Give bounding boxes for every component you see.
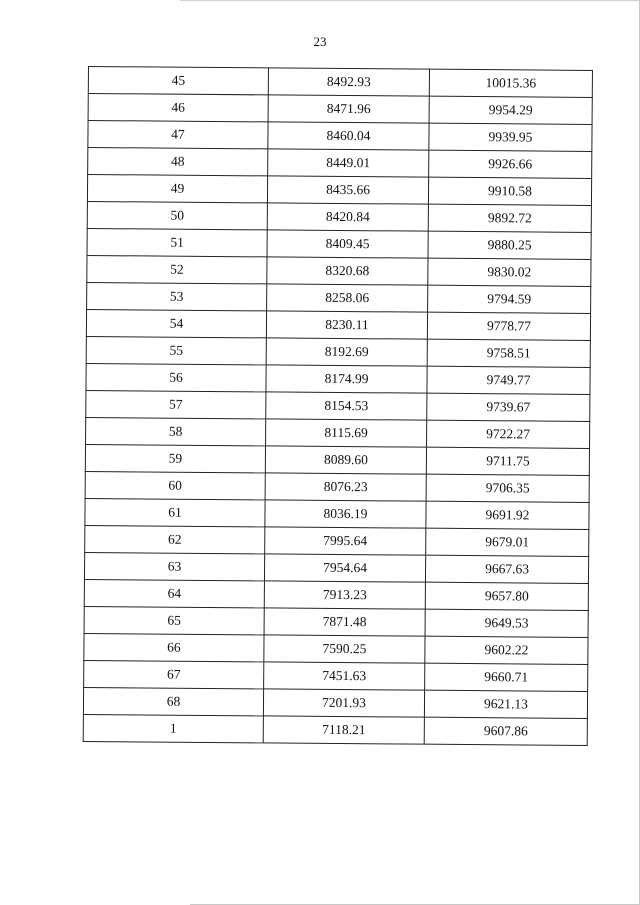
table-row bbox=[85, 525, 589, 556]
row-index-cell: 52 bbox=[87, 255, 267, 283]
table-row bbox=[84, 660, 588, 691]
value-cell-1: 8420.84 bbox=[267, 203, 428, 231]
value-cell-1: 7913.23 bbox=[264, 581, 425, 609]
value-cell-1: 8230.11 bbox=[266, 311, 427, 339]
value-cell-1: 8076.23 bbox=[265, 473, 426, 501]
table-row bbox=[86, 417, 590, 448]
row-index-cell: 61 bbox=[85, 498, 265, 526]
value-cell-2: 9649.53 bbox=[425, 609, 588, 637]
value-cell-2: 9607.86 bbox=[424, 717, 587, 745]
value-cell-2: 10015.36 bbox=[429, 69, 592, 97]
row-index-cell: 1 bbox=[83, 714, 263, 742]
table-row bbox=[83, 714, 587, 745]
value-cell-2: 9926.66 bbox=[429, 150, 592, 178]
page-number: 23 bbox=[313, 34, 327, 49]
value-cell-1: 7995.64 bbox=[265, 527, 426, 555]
value-cell-2: 9778.77 bbox=[427, 312, 590, 340]
table-row bbox=[86, 309, 590, 340]
row-index-cell: 47 bbox=[88, 121, 268, 149]
table-row bbox=[87, 175, 591, 206]
row-index-cell: 54 bbox=[86, 309, 266, 337]
table-body bbox=[83, 67, 592, 746]
table-row bbox=[88, 94, 592, 125]
row-index-cell: 51 bbox=[87, 228, 267, 256]
row-index-cell: 57 bbox=[86, 390, 266, 418]
table-row bbox=[87, 201, 591, 232]
value-cell-2: 9602.22 bbox=[425, 636, 588, 664]
value-cell-2: 9739.67 bbox=[427, 393, 590, 421]
value-cell-1: 7871.48 bbox=[264, 608, 425, 636]
value-cell-2: 9910.58 bbox=[428, 177, 591, 205]
table-row bbox=[85, 498, 589, 529]
row-index-cell: 58 bbox=[86, 417, 266, 445]
row-index-cell: 46 bbox=[88, 94, 268, 122]
row-index-cell: 45 bbox=[88, 67, 268, 95]
row-index-cell: 56 bbox=[86, 363, 266, 391]
table-row bbox=[88, 67, 592, 98]
value-cell-1: 7118.21 bbox=[263, 716, 424, 744]
value-cell-2: 9749.77 bbox=[427, 366, 590, 394]
value-cell-1: 8435.66 bbox=[267, 176, 428, 204]
value-cell-1: 7954.64 bbox=[264, 554, 425, 582]
table-row bbox=[88, 148, 592, 179]
row-index-cell: 68 bbox=[83, 687, 263, 715]
row-index-cell: 49 bbox=[87, 175, 267, 203]
row-index-cell: 48 bbox=[88, 148, 268, 176]
value-cell-1: 7590.25 bbox=[264, 635, 425, 663]
value-cell-1: 7451.63 bbox=[264, 662, 425, 690]
value-cell-1: 8492.93 bbox=[268, 68, 429, 96]
value-cell-2: 9722.27 bbox=[427, 420, 590, 448]
row-index-cell: 53 bbox=[87, 282, 267, 310]
value-cell-2: 9892.72 bbox=[428, 204, 591, 232]
value-cell-1: 8174.99 bbox=[266, 365, 427, 393]
row-index-cell: 66 bbox=[84, 633, 264, 661]
table-row bbox=[87, 255, 591, 286]
row-index-cell: 67 bbox=[84, 660, 264, 688]
value-cell-1: 7201.93 bbox=[263, 689, 424, 717]
row-index-cell: 59 bbox=[85, 444, 265, 472]
value-cell-2: 9711.75 bbox=[426, 447, 589, 475]
value-cell-1: 8089.60 bbox=[265, 446, 426, 474]
value-cell-1: 8320.68 bbox=[267, 257, 428, 285]
row-index-cell: 62 bbox=[85, 525, 265, 553]
value-cell-1: 8449.01 bbox=[268, 149, 429, 177]
row-index-cell: 64 bbox=[84, 579, 264, 607]
row-index-cell: 60 bbox=[85, 471, 265, 499]
value-cell-2: 9758.51 bbox=[427, 339, 590, 367]
value-cell-2: 9939.95 bbox=[429, 123, 592, 151]
value-cell-1: 8258.06 bbox=[267, 284, 428, 312]
value-cell-2: 9794.59 bbox=[428, 285, 591, 313]
value-cell-2: 9679.01 bbox=[426, 528, 589, 556]
value-cell-1: 8409.45 bbox=[267, 230, 428, 258]
value-cell-2: 9880.25 bbox=[428, 231, 591, 259]
table-row bbox=[85, 444, 589, 475]
value-cell-1: 8115.69 bbox=[266, 419, 427, 447]
row-index-cell: 55 bbox=[86, 336, 266, 364]
value-cell-2: 9691.92 bbox=[426, 501, 589, 529]
table-row bbox=[86, 390, 590, 421]
row-index-cell: 63 bbox=[84, 552, 264, 580]
table-row bbox=[84, 579, 588, 610]
table-row bbox=[84, 606, 588, 637]
table-row bbox=[87, 228, 591, 259]
scan-edge-top bbox=[180, 0, 640, 1]
table-row bbox=[86, 363, 590, 394]
value-cell-1: 8192.69 bbox=[266, 338, 427, 366]
table-row bbox=[86, 336, 590, 367]
value-cell-2: 9706.35 bbox=[426, 474, 589, 502]
row-index-cell: 50 bbox=[87, 201, 267, 229]
value-cell-1: 8036.19 bbox=[265, 500, 426, 528]
value-cell-2: 9954.29 bbox=[429, 96, 592, 124]
table-row bbox=[85, 471, 589, 502]
table-row bbox=[87, 282, 591, 313]
value-cell-2: 9657.80 bbox=[425, 582, 588, 610]
value-cell-2: 9830.02 bbox=[428, 258, 591, 286]
value-cell-1: 8471.96 bbox=[268, 95, 429, 123]
value-cell-2: 9667.63 bbox=[425, 555, 588, 583]
row-index-cell: 65 bbox=[84, 606, 264, 634]
table-row bbox=[83, 687, 587, 718]
value-cell-2: 9660.71 bbox=[425, 663, 588, 691]
value-cell-2: 9621.13 bbox=[424, 690, 587, 718]
table-row bbox=[88, 121, 592, 152]
value-cell-1: 8154.53 bbox=[266, 392, 427, 420]
table-row bbox=[84, 552, 588, 583]
value-cell-1: 8460.04 bbox=[268, 122, 429, 150]
table-row bbox=[84, 633, 588, 664]
data-table bbox=[83, 66, 593, 746]
